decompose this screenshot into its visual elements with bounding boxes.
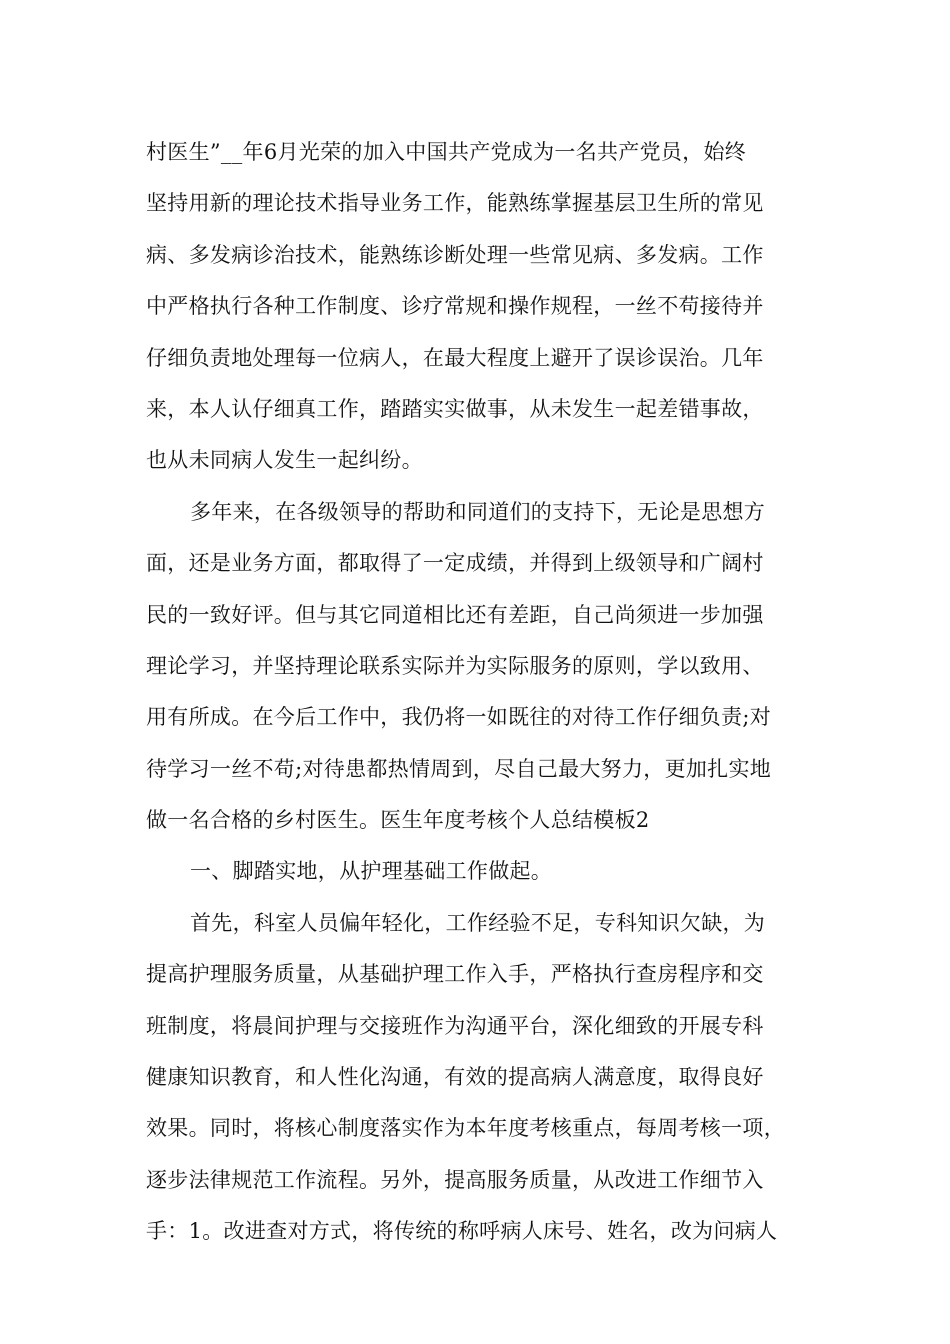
text-line: 做一名合格的乡村医生。医生年度考核个人总结模板2 <box>146 808 650 833</box>
text-line: 村医生”__年6月光荣的加入中国共产党成为一名共产党员，始终 <box>146 140 747 164</box>
document-body <box>146 127 826 1258</box>
paragraph-first-line: 多年来，在各级领导的帮助和同道们的支持下，无论是思想方 <box>190 499 766 524</box>
text-line: 班制度，将晨间护理与交接班作为沟通平台，深化细致的开展专科 <box>146 1013 764 1038</box>
text-line: 民的一致好评。但与其它同道相比还有差距，自己尚须进一步加强 <box>146 602 764 627</box>
text-line: 效果。同时，将核心制度落实作为本年度考核重点，每周考核一项， <box>146 1116 785 1141</box>
text-line: 理论学习，并坚持理论联系实际并为实际服务的原则，学以致用、 <box>146 653 764 678</box>
text-line: 也从未同病人发生一起纠纷。 <box>146 448 423 473</box>
text-line: 坚持用新的理论技术指导业务工作，能熟练掌握基层卫生所的常见 <box>146 191 764 216</box>
paragraph-first-line: 首先，科室人员偏年轻化，工作经验不足，专科知识欠缺，为 <box>190 910 766 935</box>
text-line: 来，本人认仔细真工作，踏踏实实做事，从未发生一起差错事故， <box>146 396 764 421</box>
text-line: 面，还是业务方面，都取得了一定成绩，并得到上级领导和广阔村 <box>146 551 764 576</box>
section-heading: 一、脚踏实地，从护理基础工作做起。 <box>190 859 553 884</box>
text-line: 病、多发病诊治技术，能熟练诊断处理一些常见病、多发病。工作 <box>146 242 764 267</box>
text-line: 用有所成。在今后工作中，我仍将一如既往的对待工作仔细负责;对 <box>146 705 772 730</box>
text-line: 手：1。改进查对方式，将传统的称呼病人床号、姓名，改为问病人 <box>146 1219 778 1244</box>
text-line: 仔细负责地处理每一位病人，在最大程度上避开了误诊误治。几年 <box>146 345 764 370</box>
text-line: 提高护理服务质量，从基础护理工作入手，严格执行查房程序和交 <box>146 962 764 987</box>
text-line: 中严格执行各种工作制度、诊疗常规和操作规程，一丝不苟接待并 <box>146 294 764 319</box>
text-line: 待学习一丝不苟;对待患都热情周到，尽自己最大努力，更加扎实地 <box>146 756 772 781</box>
text-line: 健康知识教育，和人性化沟通，有效的提高病人满意度，取得良好 <box>146 1065 764 1090</box>
text-line: 逐步法律规范工作流程。另外，提高服务质量，从改进工作细节入 <box>146 1167 764 1192</box>
